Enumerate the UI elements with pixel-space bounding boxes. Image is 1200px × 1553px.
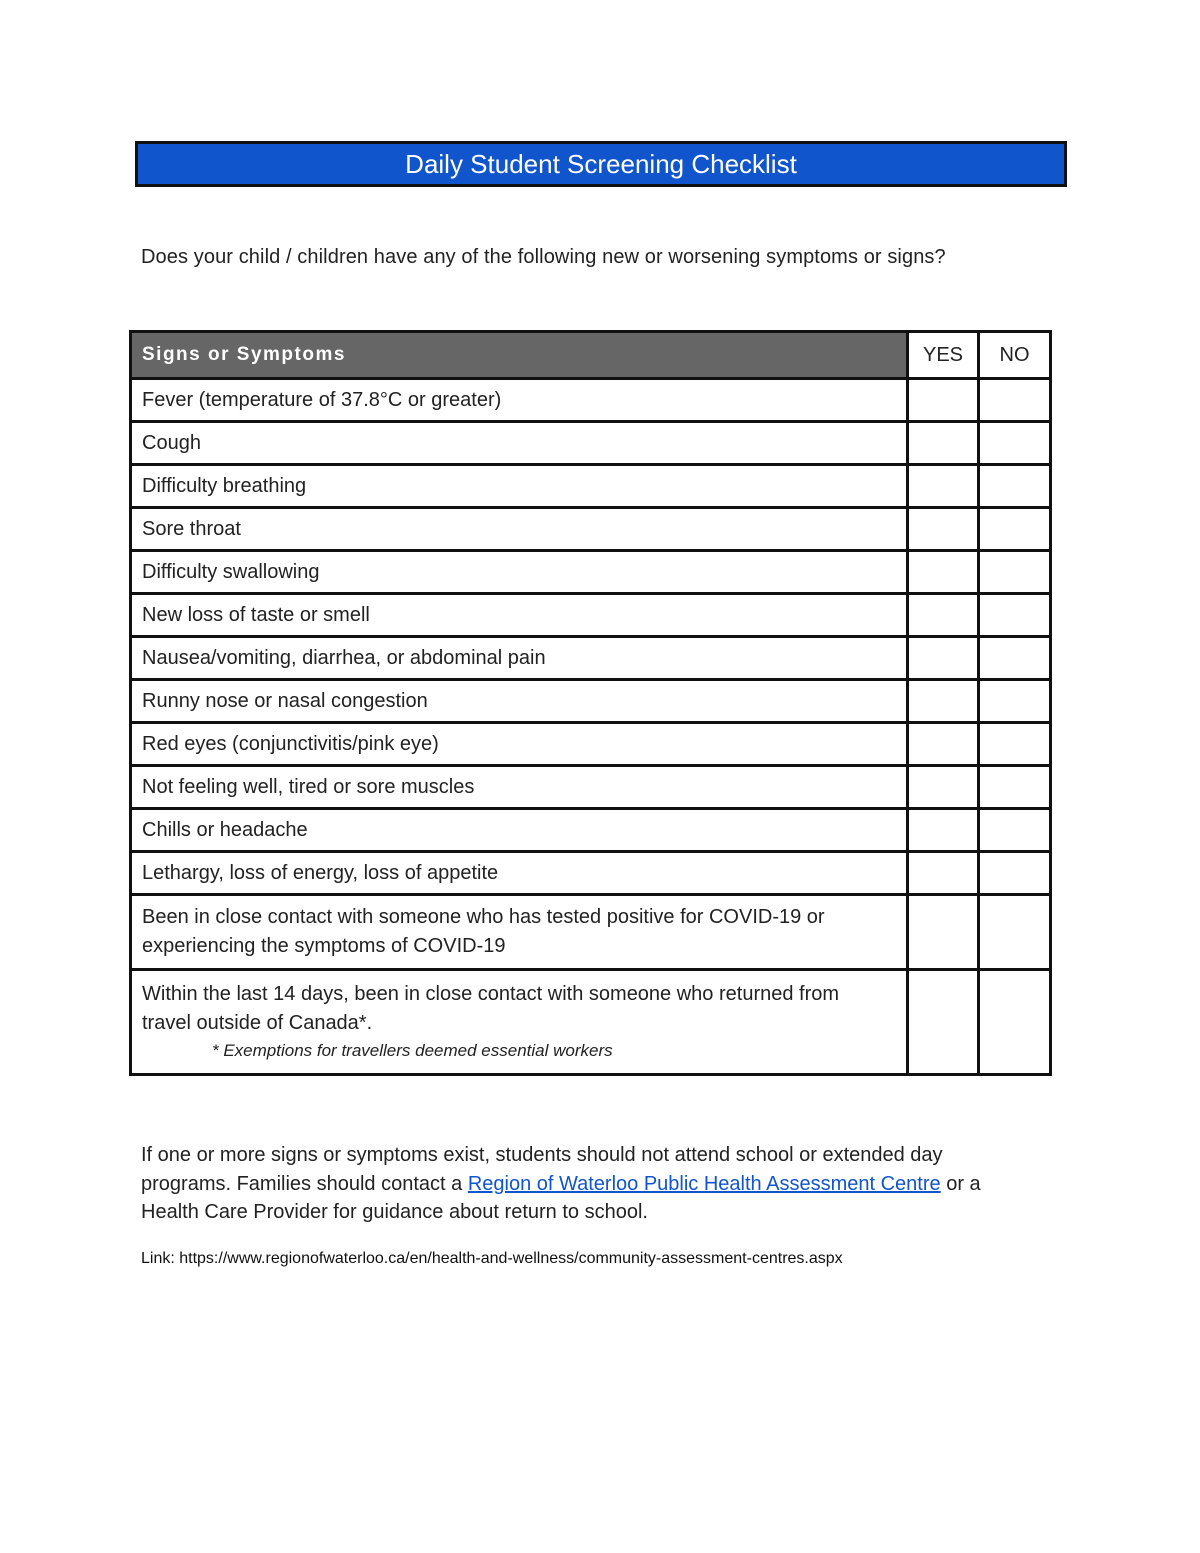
no-checkbox[interactable] [979,594,1051,637]
symptom-label: Lethargy, loss of energy, loss of appetite [131,852,908,895]
symptom-label: Difficulty swallowing [131,551,908,594]
exemption-note: * Exemptions for travellers deemed essential workers [212,1041,613,1060]
table-row [131,852,1051,895]
yes-checkbox[interactable] [908,637,979,680]
symptom-label: Fever (temperature of 37.8°C or greater) [131,379,908,422]
yes-checkbox[interactable] [908,508,979,551]
table-row [131,895,1051,970]
symptom-label: New loss of taste or smell [131,594,908,637]
no-checkbox[interactable] [979,465,1051,508]
table-row [131,422,1051,465]
yes-checkbox[interactable] [908,970,979,1075]
yes-checkbox[interactable] [908,594,979,637]
yes-checkbox[interactable] [908,680,979,723]
travel-line-1: Within the last 14 days, been in close contact with someone who returned from [142,983,840,1005]
table-row [131,723,1051,766]
table-row [131,766,1051,809]
yes-checkbox[interactable] [908,766,979,809]
yes-checkbox[interactable] [908,379,979,422]
no-checkbox[interactable] [979,970,1051,1075]
symptom-label-close-contact [131,895,908,970]
yes-checkbox[interactable] [908,551,979,594]
yes-checkbox[interactable] [908,422,979,465]
symptom-label: Chills or headache [131,809,908,852]
symptoms-table [129,330,1052,1076]
symptom-label: Nausea/vomiting, diarrhea, or abdominal pain [131,637,908,680]
close-contact-line-2: experiencing the symptoms of COVID-19 [142,935,506,957]
header-no: NO [979,332,1051,379]
guidance-text-before: If one or more signs or symptoms exist, students should not attend school or extended day programs. Families should contact a [141,1144,943,1195]
table-row [131,465,1051,508]
no-checkbox[interactable] [979,809,1051,852]
table-header-row [131,332,1051,379]
no-checkbox[interactable] [979,379,1051,422]
no-checkbox[interactable] [979,508,1051,551]
table-row [131,637,1051,680]
travel-line-2: travel outside of Canada*. [142,1012,373,1034]
table-row [131,809,1051,852]
page-title: Daily Student Screening Checklist [135,141,1067,187]
symptom-label: Red eyes (conjunctivitis/pink eye) [131,723,908,766]
no-checkbox[interactable] [979,852,1051,895]
symptom-label: Cough [131,422,908,465]
yes-checkbox[interactable] [908,809,979,852]
no-checkbox[interactable] [979,680,1051,723]
yes-checkbox[interactable] [908,465,979,508]
symptom-label: Difficulty breathing [131,465,908,508]
no-checkbox[interactable] [979,895,1051,970]
table-row [131,551,1051,594]
table-row [131,508,1051,551]
assessment-centre-link[interactable]: Region of Waterloo Public Health Assessment Centre [467,1172,941,1195]
no-checkbox[interactable] [979,637,1051,680]
link-url-text: Link: https://www.regionofwaterloo.ca/en/health-and-wellness/community-assessment-centres.aspx [141,1250,843,1267]
table-row [131,379,1051,422]
symptom-label: Runny nose or nasal congestion [131,680,908,723]
symptom-label: Not feeling well, tired or sore muscles [131,766,908,809]
no-checkbox[interactable] [979,422,1051,465]
yes-checkbox[interactable] [908,723,979,766]
symptom-label: Sore throat [131,508,908,551]
yes-checkbox[interactable] [908,852,979,895]
guidance-note [141,1141,1031,1227]
table-row [131,680,1051,723]
yes-checkbox[interactable] [908,895,979,970]
header-signs-or-symptoms: Signs or Symptoms [131,332,908,379]
table-row [131,970,1051,1075]
header-yes: YES [908,332,979,379]
no-checkbox[interactable] [979,766,1051,809]
screening-question: Does your child / children have any of the following new or worsening symptoms or signs? [141,246,946,268]
symptom-label-travel [131,970,908,1075]
close-contact-line-1: Been in close contact with someone who has tested positive for COVID-19 or [142,906,825,928]
no-checkbox[interactable] [979,551,1051,594]
guidance-text-after: or a Health Care Provider for guidance about return to school. [141,1172,981,1223]
no-checkbox[interactable] [979,723,1051,766]
table-row [131,594,1051,637]
